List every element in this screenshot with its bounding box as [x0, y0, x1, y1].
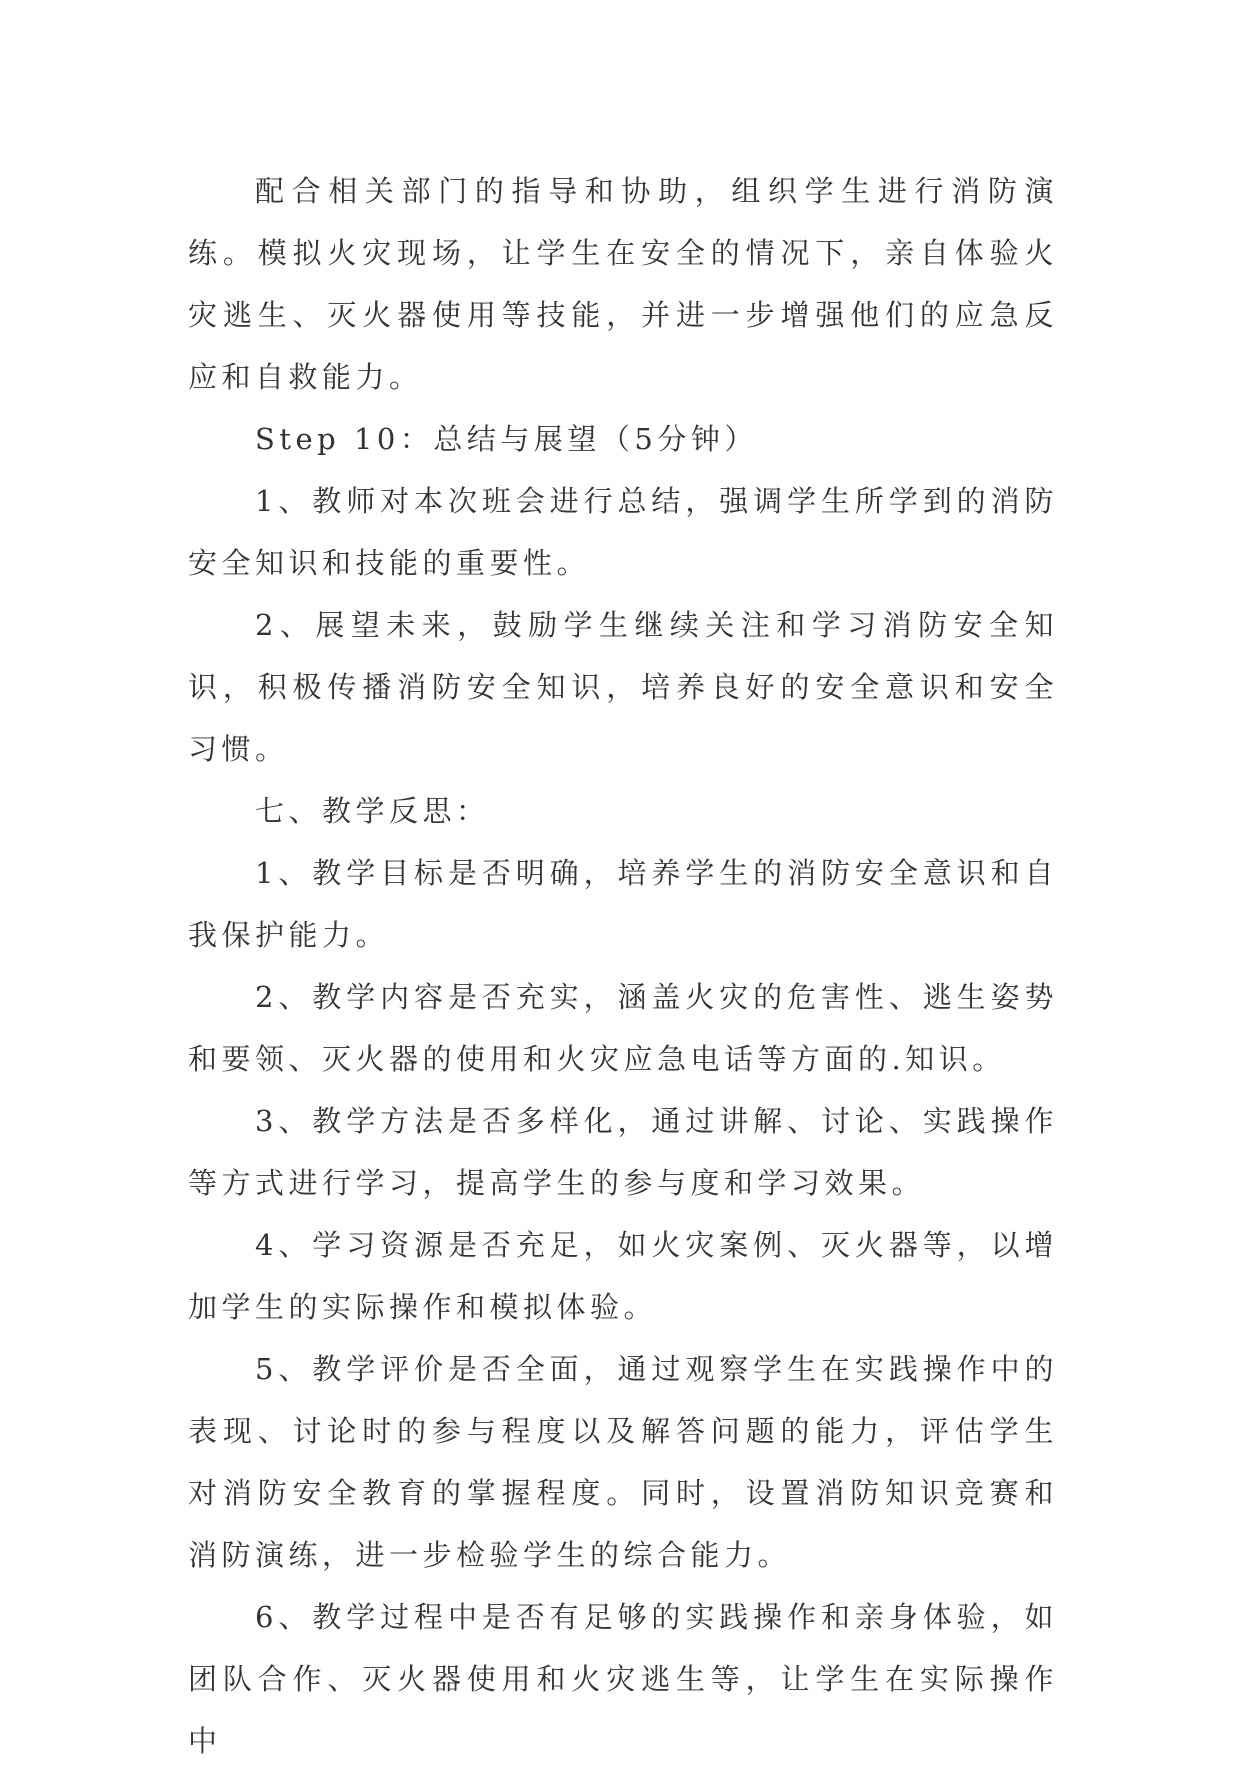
paragraph-reflection-3: 3、教学方法是否多样化，通过讲解、讨论、实践操作等方式进行学习，提高学生的参与度和学习效果。	[188, 1104, 1058, 1200]
paragraph-reflection-1: 1、教学目标是否明确，培养学生的消防安全意识和自我保护能力。	[188, 856, 1058, 952]
paragraph-summary-1: 1、教师对本次班会进行总结，强调学生所学到的消防安全知识和技能的重要性。	[188, 484, 1058, 580]
paragraph-fire-drill: 配合相关部门的指导和协助，组织学生进行消防演练。模拟火灾现场，让学生在安全的情况下，亲自体验火灾逃生、灭火器使用等技能，并进一步增强他们的应急反应和自救能力。	[188, 174, 1058, 394]
paragraph-summary-2: 2、展望未来，鼓励学生继续关注和学习消防安全知识，积极传播消防安全知识，培养良好的安全意识和安全习惯。	[188, 608, 1058, 766]
paragraph-reflection-6: 6、教学过程中是否有足够的实践操作和亲身体验，如团队合作、灭火器使用和火灾逃生等，让学生在实际操作中	[188, 1600, 1058, 1758]
paragraph-reflection-heading: 七、教学反思：	[255, 794, 490, 828]
document-body	[188, 160, 1058, 1772]
paragraph-reflection-5: 5、教学评价是否全面，通过观察学生在实践操作中的表现、讨论时的参与程度以及解答问题的能力，评估学生对消防安全教育的掌握程度。同时，设置消防知识竞赛和消防演练，进一步检验学生的综合能力。	[188, 1352, 1058, 1572]
paragraph-reflection-2: 2、教学内容是否充实，涵盖火灾的危害性、逃生姿势和要领、灭火器的使用和火灾应急电话等方面的.知识。	[188, 980, 1058, 1076]
paragraph-reflection-4: 4、学习资源是否充足，如火灾案例、灭火器等，以增加学生的实际操作和模拟体验。	[188, 1228, 1058, 1324]
paragraph-step-10-heading: Step 10：总结与展望（5分钟）	[255, 422, 758, 456]
